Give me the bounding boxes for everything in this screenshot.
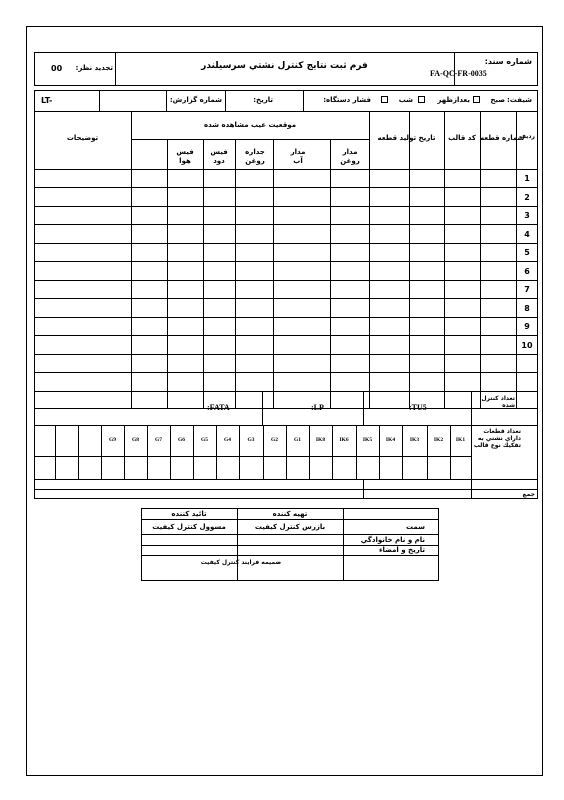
mold-code: IK2 xyxy=(433,437,444,443)
header-defect-location: موقعيت عيب مشاهده شده xyxy=(203,121,297,129)
preparer-position: بازرس كنترل كيفيت xyxy=(254,523,326,531)
preparer-header: تهيه كننده xyxy=(272,510,308,518)
position-label: سمت xyxy=(406,523,425,531)
signature-date-label: تاريخ و امضاء xyxy=(378,546,425,554)
document-page xyxy=(26,26,543,776)
pressure-label: فشار دستگاه: xyxy=(323,96,371,104)
header-smoke-face: فيس دود xyxy=(210,148,228,165)
checkbox-afternoon[interactable] xyxy=(418,96,425,103)
mold-code: IK6 xyxy=(339,437,349,443)
checkbox-morning[interactable] xyxy=(473,96,480,103)
shift-label: شيفت: xyxy=(507,96,532,104)
header-row-no: رديف xyxy=(519,133,535,140)
mold-code: IK8 xyxy=(315,437,326,443)
header-notes: توضيحات xyxy=(66,134,99,142)
leaky-by-mold-label: تعداد قطعات داراي نشتي به تفكيك نوع قالب xyxy=(473,428,521,450)
sum-label: جمع xyxy=(522,491,535,498)
mold-code: G2 xyxy=(270,437,279,443)
report-number-label: شماره گزارش: xyxy=(169,96,222,104)
row-number: 10 xyxy=(521,341,533,350)
mold-code: G3 xyxy=(247,437,255,443)
date-label: تاريخ: xyxy=(253,96,273,104)
doc-number-label: شماره سند: xyxy=(484,57,532,66)
row-number: 9 xyxy=(524,322,530,331)
mold-code: IK5 xyxy=(362,437,373,443)
header-oil-circuit: مدار روغن xyxy=(340,148,360,165)
mold-code: G1 xyxy=(293,437,302,443)
row-number: 4 xyxy=(524,230,530,239)
shift-option-night: شب xyxy=(398,96,413,104)
tu5-label: :TU5 xyxy=(409,403,427,412)
doc-number-value: FA-QC-FR-0035 xyxy=(430,69,487,78)
header-production-date: تاريخ توليد قطعه xyxy=(377,134,436,142)
row-number: 5 xyxy=(524,248,530,257)
shift-option-afternoon: بعدازظهر xyxy=(437,96,470,104)
mold-code: G5 xyxy=(200,437,209,443)
mold-code: IK1 xyxy=(455,437,466,443)
lp-label: :LP xyxy=(311,403,324,412)
row-number: 3 xyxy=(524,211,530,220)
controlled-count-label: تعداد كنترل شده xyxy=(481,395,515,410)
row-number: 1 xyxy=(524,174,530,183)
row-number: 8 xyxy=(524,304,530,313)
mold-code: G6 xyxy=(177,437,186,443)
mold-code: IK4 xyxy=(385,437,396,443)
row-number: 7 xyxy=(524,285,530,294)
fata-label: :FATA xyxy=(207,403,230,412)
appendix-note: ضميمه فرايند كنترل كيفيت xyxy=(200,559,282,566)
header-water-circuit: مدار آب xyxy=(290,148,306,165)
mold-code: G9 xyxy=(108,437,117,443)
mold-code: IK3 xyxy=(409,437,420,443)
header-mold-code: كد قالب xyxy=(448,134,476,142)
mold-code: G4 xyxy=(223,437,232,443)
approver-position: مسوول كنترل كيفيت xyxy=(152,523,226,531)
header-part-no: شماره قطعه xyxy=(480,134,525,142)
revision-label: تجديد نظر: xyxy=(75,64,113,72)
row-number: 2 xyxy=(524,193,530,202)
name-label: نام و نام خانوادگي xyxy=(360,536,425,544)
revision-value: 00 xyxy=(51,64,63,73)
checkbox-night[interactable] xyxy=(381,96,388,103)
shift-option-morning: صبح xyxy=(490,96,505,104)
row-number: 6 xyxy=(524,267,530,276)
mold-code: G7 xyxy=(154,437,163,443)
lt-label: LT- xyxy=(41,96,53,105)
header-air-face: فيس هوا xyxy=(176,148,194,165)
form-title: فرم ثبت نتایج كنترل نشتي سرسيلندر xyxy=(201,61,368,71)
approver-header: تائيد كننده xyxy=(171,510,207,518)
mold-code: G8 xyxy=(131,437,140,443)
header-oil-wall: جداره روغن xyxy=(245,148,265,165)
